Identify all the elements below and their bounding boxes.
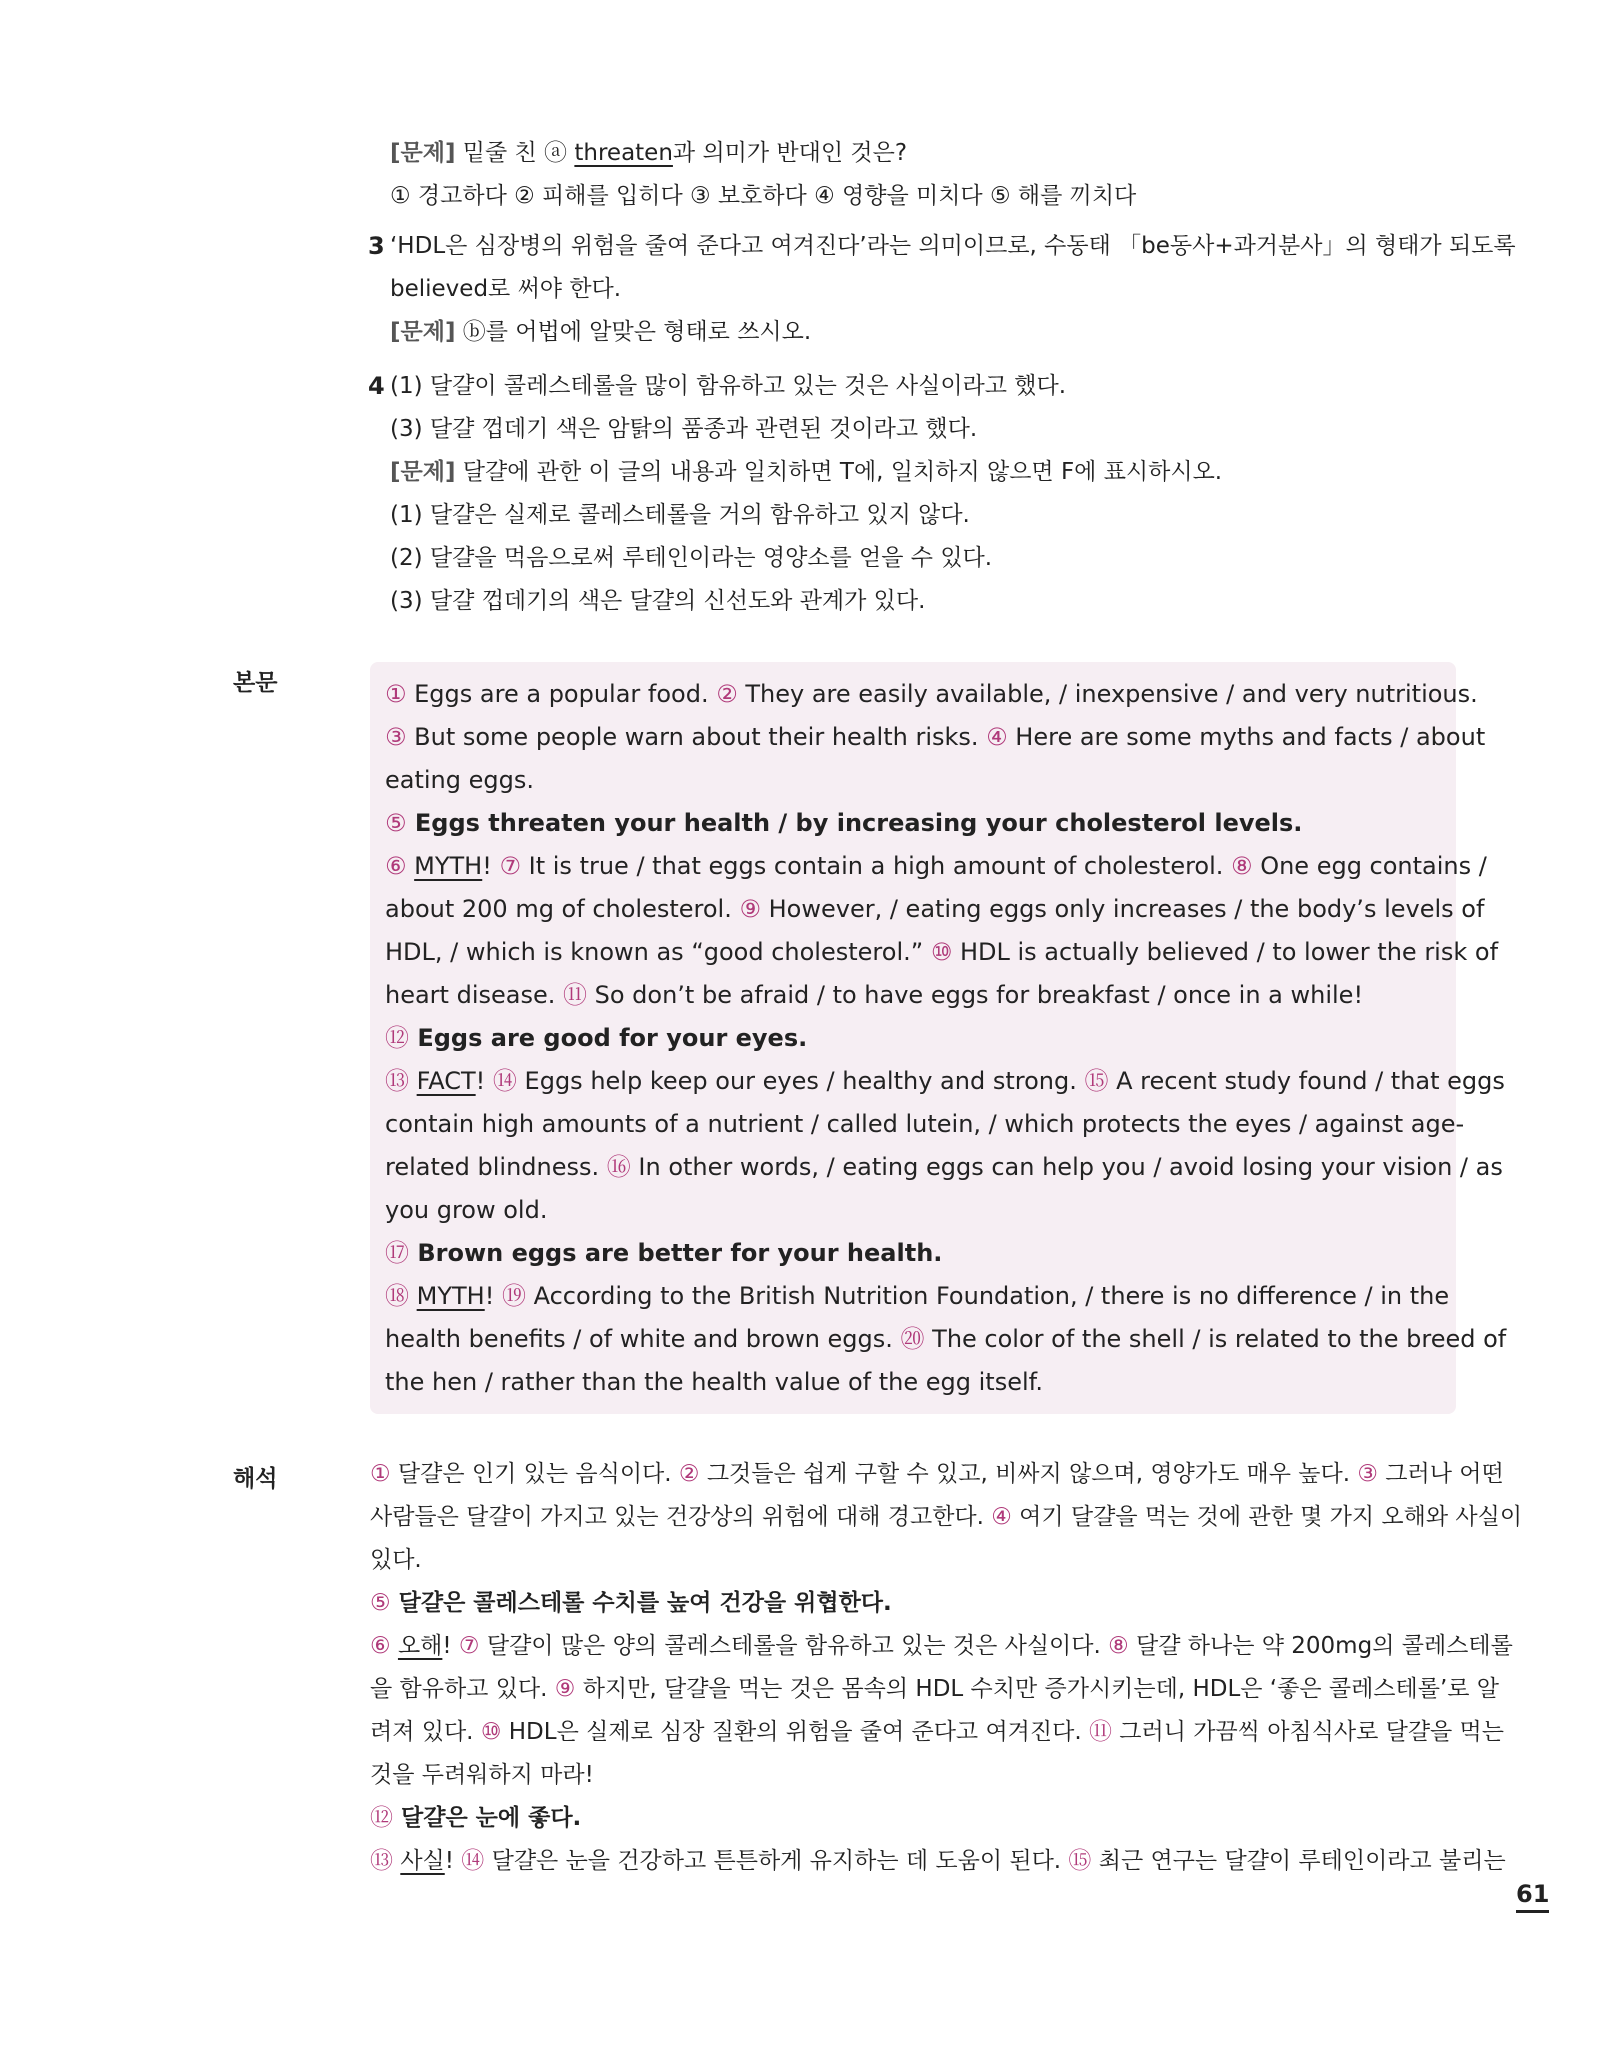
passage-line: heart disease. ⑪ So don’t be afraid / to have eggs for breakfast / once in a while! (385, 981, 1364, 1009)
translation-line: 것을 두려워하지 마라! (370, 1762, 594, 1788)
q2-problem: [문제] 밑줄 친 ⓐ threaten과 의미가 반대인 것은? (390, 140, 908, 166)
passage-line: related blindness. ⑯ In other words, / eating eggs can help you / avoid losing your vision / as (385, 1153, 1503, 1181)
q4-explanation-line: (1) 달걀이 콜레스테롤을 많이 함유하고 있는 것은 사실이라고 했다. (390, 373, 1067, 399)
passage-heading: ⑰ Brown eggs are better for your health. (385, 1239, 943, 1267)
translation-line: 을 함유하고 있다. ⑨ 하지만, 달걀을 먹는 것은 몸속의 HDL 수치만 증가시키는데, HDL은 ‘좋은 콜레스테롤’로 알 (370, 1676, 1499, 1702)
q2-options: ① 경고하다 ② 피해를 입히다 ③ 보호하다 ④ 영향을 미치다 ⑤ 해를 끼치다 (390, 183, 1137, 209)
passage-line: eating eggs. (385, 766, 534, 794)
q4-problem: [문제] 달걀에 관한 이 글의 내용과 일치하면 T에, 일치하지 않으면 F에 표시하시오. (390, 459, 1223, 485)
passage-heading: ⑤ Eggs threaten your health / by increasing your cholesterol levels. (385, 809, 1303, 837)
translation-heading: ⑫ 달걀은 눈에 좋다. (370, 1805, 582, 1831)
q4-option: (2) 달걀을 먹음으로써 루테인이라는 영양소를 얻을 수 있다. (390, 545, 993, 571)
passage-line: about 200 mg of cholesterol. ⑨ However, / eating eggs only increases / the body’s levels of (385, 895, 1485, 923)
translation-line: ⑬ 사실! ⑭ 달걀은 눈을 건강하고 튼튼하게 유지하는 데 도움이 된다. ⑮ 최근 연구는 달걀이 루테인이라고 불리는 (370, 1848, 1506, 1874)
translation-line: ⑥ 오해! ⑦ 달걀이 많은 양의 콜레스테롤을 함유하고 있는 것은 사실이다. ⑧ 달걀 하나는 약 200mg의 콜레스테롤 (370, 1633, 1513, 1659)
passage-heading: ⑫ Eggs are good for your eyes. (385, 1024, 808, 1052)
passage-label: 본문 (233, 670, 278, 696)
translation-line: 려져 있다. ⑩ HDL은 실제로 심장 질환의 위험을 줄여 준다고 여겨진다. ⑪ 그러니 가끔씩 아침식사로 달걀을 먹는 (370, 1719, 1504, 1745)
translation-line: 사람들은 달걀이 가지고 있는 건강상의 위험에 대해 경고한다. ④ 여기 달걀을 먹는 것에 관한 몇 가지 오해와 사실이 (370, 1504, 1523, 1530)
passage-line: ③ But some people warn about their health risks. ④ Here are some myths and facts / about (385, 723, 1486, 751)
q3-number: 3 (368, 232, 385, 260)
translation-line: 있다. (370, 1547, 422, 1573)
q4-option: (3) 달걀 껍데기의 색은 달걀의 신선도와 관계가 있다. (390, 588, 926, 614)
passage-line: you grow old. (385, 1196, 548, 1224)
passage-line: the hen / rather than the health value of the egg itself. (385, 1368, 1043, 1396)
q4-explanation-line: (3) 달걀 껍데기 색은 암탉의 품종과 관련된 것이라고 했다. (390, 416, 978, 442)
translation-heading: ⑤ 달걀은 콜레스테롤 수치를 높여 건강을 위협한다. (370, 1590, 892, 1616)
q3-explanation-line: ‘HDL은 심장병의 위험을 줄여 준다고 여겨진다’라는 의미이므로, 수동태 「be동사+과거분사」의 형태가 되도록 (390, 233, 1516, 259)
passage-line: HDL, / which is known as “good cholesterol.” ⑩ HDL is actually believed / to lower the risk of (385, 938, 1499, 966)
translation-line: ① 달걀은 인기 있는 음식이다. ② 그것들은 쉽게 구할 수 있고, 비싸지 않으며, 영양가도 매우 높다. ③ 그러나 어떤 (370, 1461, 1504, 1487)
passage-line: ⑥ MYTH! ⑦ It is true / that eggs contain a high amount of cholesterol. ⑧ One egg contains / (385, 852, 1487, 880)
translation-label: 해석 (233, 1466, 278, 1492)
q3-explanation-line: believed로 써야 한다. (390, 276, 622, 302)
q3-problem: [문제] ⓑ를 어법에 알맞은 형태로 쓰시오. (390, 319, 812, 345)
passage-line: contain high amounts of a nutrient / called lutein, / which protects the eyes / against age- (385, 1110, 1465, 1138)
passage-line: ① Eggs are a popular food. ② They are easily available, / inexpensive / and very nutritious. (385, 680, 1478, 708)
passage-line: ⑬ FACT! ⑭ Eggs help keep our eyes / healthy and strong. ⑮ A recent study found / that eggs (385, 1067, 1505, 1095)
passage-line: ⑱ MYTH! ⑲ According to the British Nutrition Foundation, / there is no difference / in the (385, 1282, 1450, 1310)
q4-option: (1) 달걀은 실제로 콜레스테롤을 거의 함유하고 있지 않다. (390, 502, 970, 528)
q4-number: 4 (368, 372, 385, 400)
passage-line: health benefits / of white and brown eggs. ⑳ The color of the shell / is related to the breed of (385, 1325, 1507, 1353)
page-number: 61 (1516, 1880, 1549, 1913)
